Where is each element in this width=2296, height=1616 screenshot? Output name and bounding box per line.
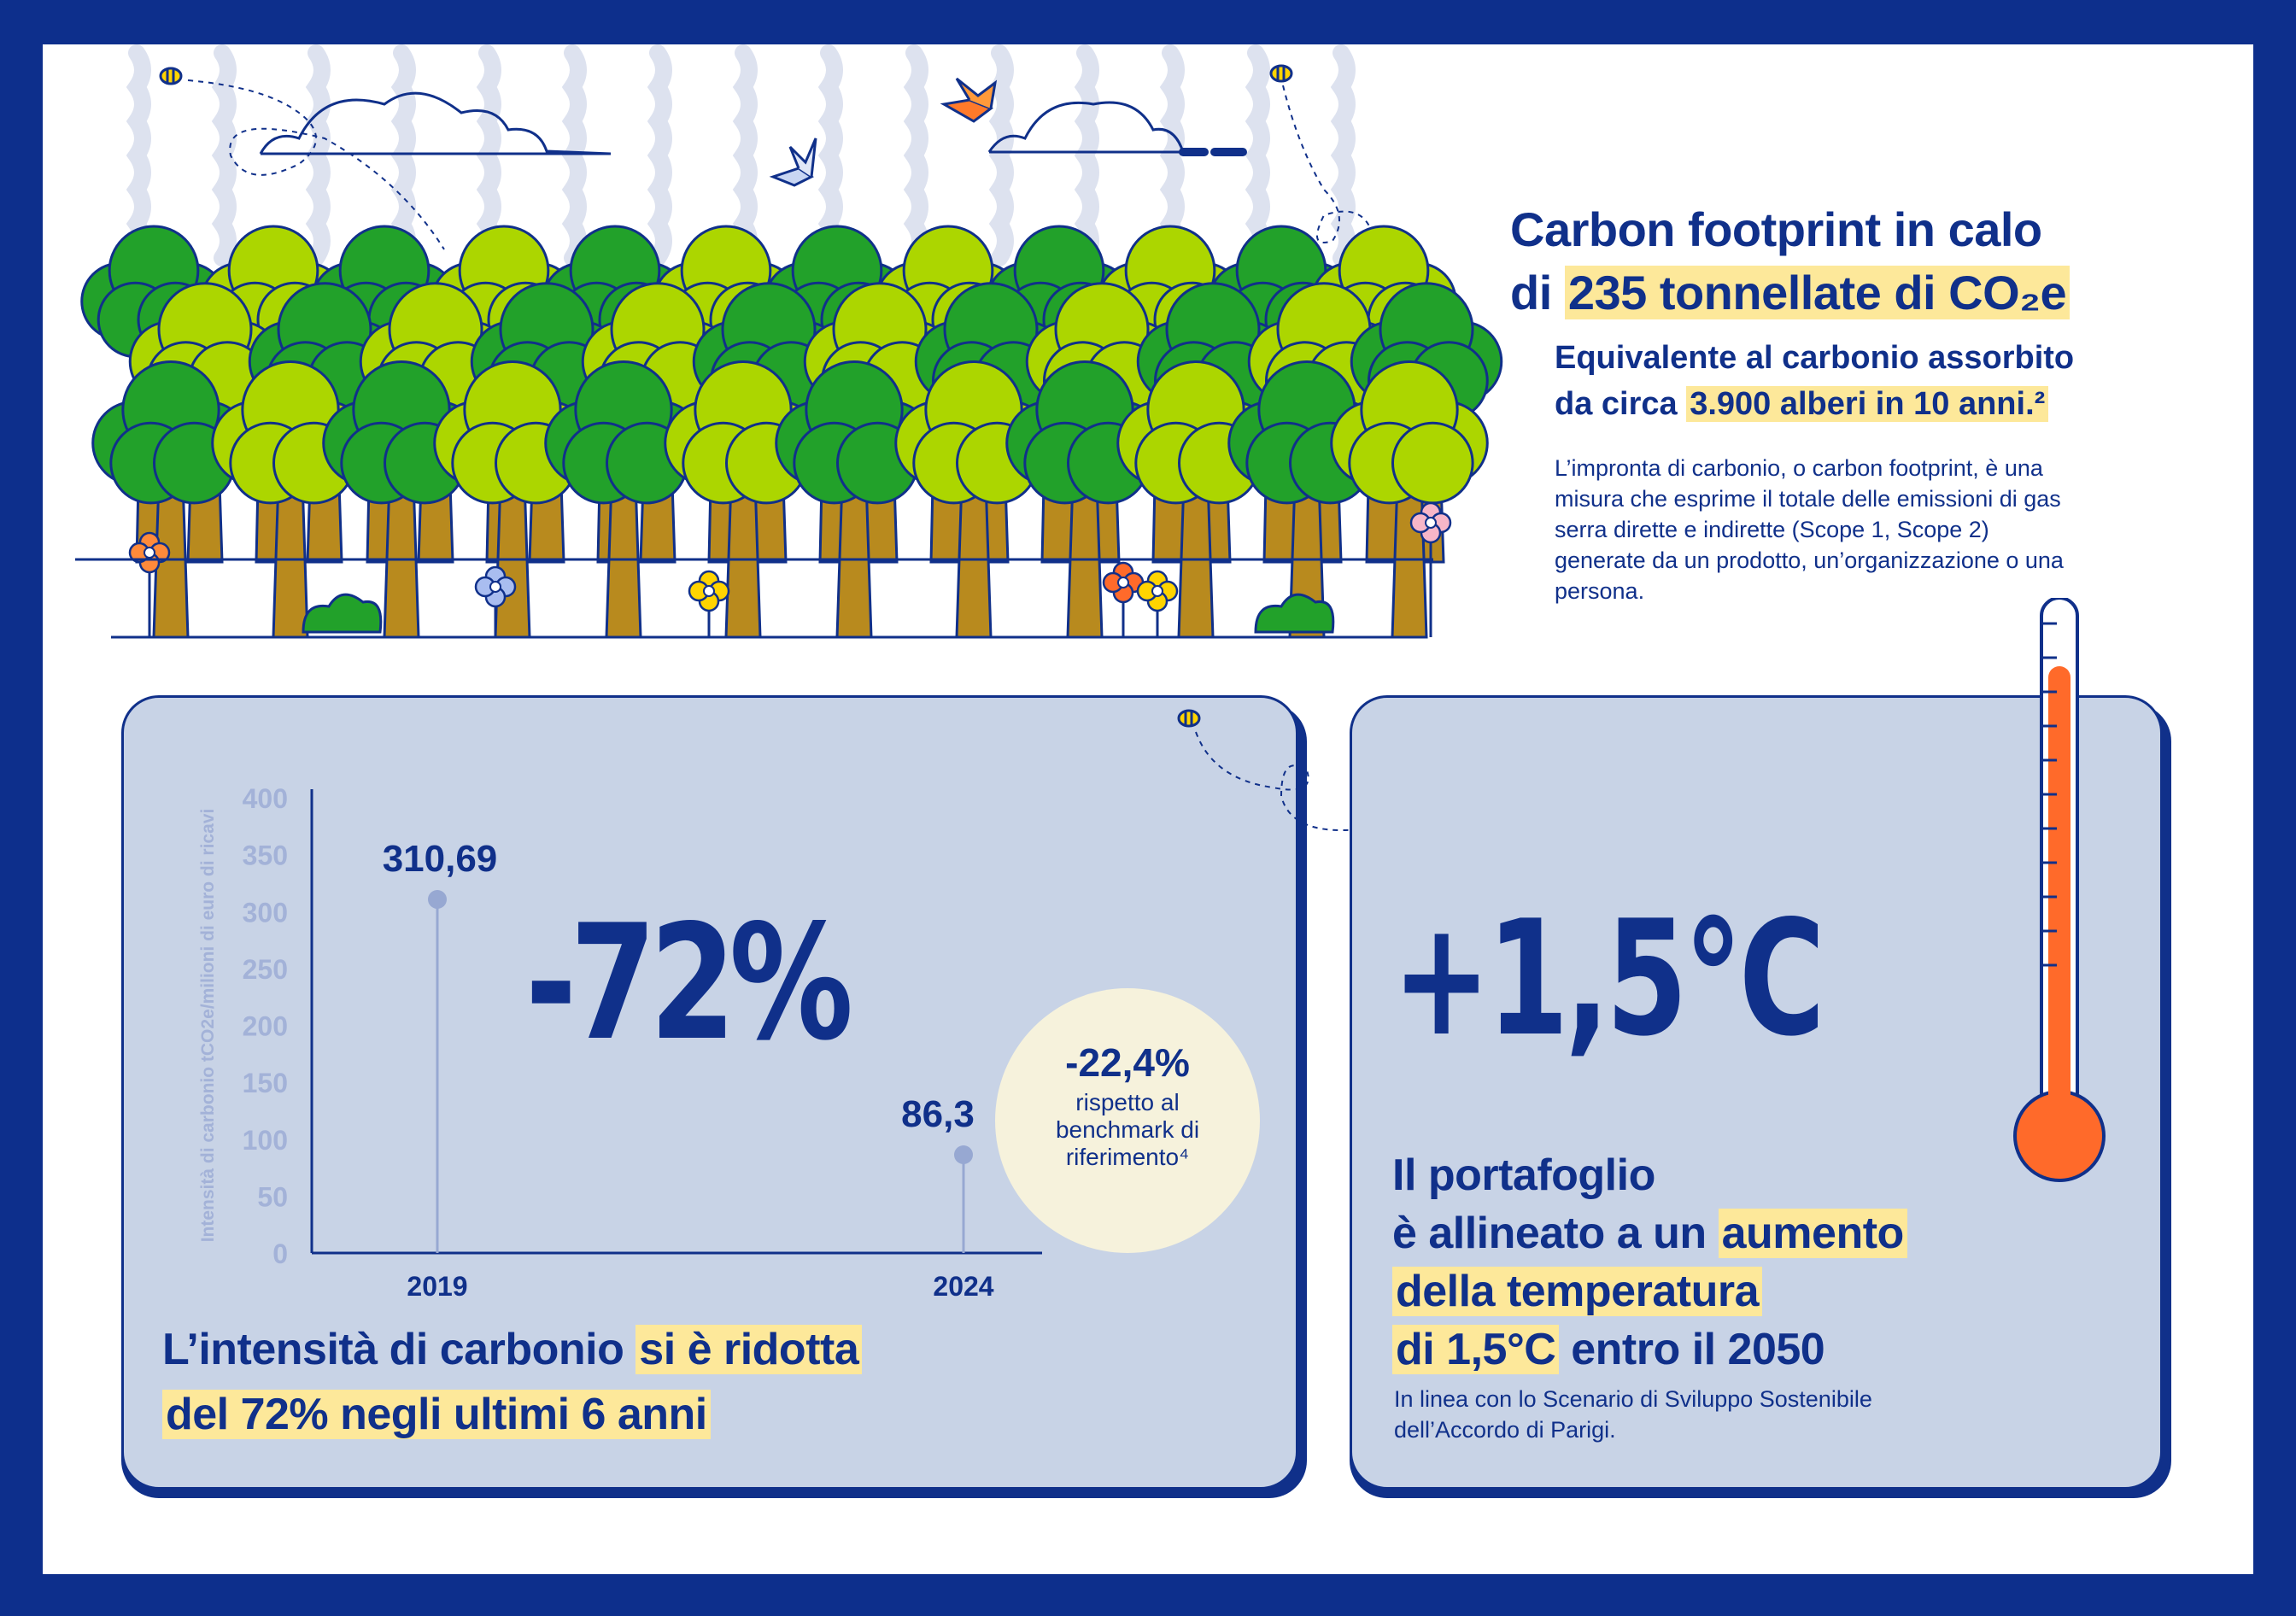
y-tick-label: 400 [242,783,288,814]
smoke-line [1256,53,1262,258]
y-axis-label: Intensità di carbonio tCO2e/milioni di euro di ricavi [198,808,218,1243]
bush-icon [303,594,381,632]
title-line-2 [1510,261,2211,325]
benchmark-circle [995,988,1260,1253]
temperature-highlight: di 1,5°C [1392,1325,1559,1374]
x-tick-label: 2019 [407,1271,468,1302]
flower-center [1118,577,1128,588]
y-tick-label: 350 [242,840,288,871]
intensity-highlight: si è ridotta [636,1325,862,1374]
intensity-headline-line-1 [162,1317,1102,1382]
page-title [1510,198,2211,325]
temperature-line-3 [1392,1262,2076,1320]
temperature-stat: +1,5°C [1392,886,1822,1071]
flower-center [1426,518,1436,528]
smoke-line [914,53,920,258]
title-highlight: 235 tonnellate di CO₂e [1565,266,2070,319]
footprint-description: L’impronta di carbonio, o carbon footprint, è una misura che esprime il totale delle emissioni di gas serra dirette e indirette (Scope 1, Scope 2) generate da un prodotto, un’organizzazione o una persona. [1555,455,2064,604]
y-tick-label: 300 [242,897,288,928]
forest-illustration [43,44,1580,728]
subheading-prefix: da circa [1555,386,1687,422]
temperature-highlight: della temperatura [1392,1267,1762,1316]
bush-shape [303,594,381,632]
temperature-line-4 [1392,1320,2076,1379]
y-tick-label: 50 [257,1181,288,1213]
subheading-line-2 [1555,381,2221,427]
bird-icon [773,138,816,185]
flower-icon [1104,563,1143,637]
temperature-line-2 [1392,1204,2076,1262]
y-tick-label: 0 [272,1238,288,1269]
intensity-headline-line-2 [162,1382,1102,1447]
cloud-icon [989,102,1243,152]
tree-crown [1393,423,1473,503]
subheading [1555,335,2221,427]
subheading-line-1: Equivalente al carbonio assorbito [1555,340,2075,376]
smoke-line [316,53,322,258]
smoke-line [401,53,407,258]
smoke-line [222,53,228,258]
flower-center [490,582,501,592]
smoke-line [572,53,578,258]
title-line-1: Carbon footprint in calo [1510,202,2042,256]
bird-icon [944,79,995,121]
intensity-highlight: del 72% negli ultimi 6 anni [162,1390,711,1439]
thermometer-icon [2004,598,2115,1196]
temperature-headline [1392,1146,2076,1379]
title-prefix: di [1510,266,1565,319]
flower-icon [689,571,729,637]
y-tick-label: 100 [242,1124,288,1156]
infographic-sheet [43,44,2253,1574]
flower-icon [1138,571,1177,637]
data-label: 310,69 [382,838,498,881]
trees [82,226,1502,637]
temperature-suffix: entro il 2050 [1559,1325,1825,1374]
temperature-line-1: Il portafoglio [1392,1151,1655,1200]
intensity-headline [162,1317,1102,1447]
data-point [428,890,447,909]
reduction-stat: -72% [525,890,847,1075]
flower-center [1152,586,1163,596]
y-tick-label: 150 [242,1068,288,1099]
x-tick-label: 2024 [933,1271,994,1302]
bee-icon [1179,711,1199,726]
benchmark-value: -22,4% [1065,1040,1190,1085]
data-point [954,1145,973,1164]
data-label: 86,3 [901,1093,975,1136]
flower-center [144,547,155,558]
temperature-highlight: aumento [1719,1209,1907,1258]
y-tick-label: 250 [242,953,288,985]
smoke-line [658,53,664,258]
flower-center [704,586,714,596]
bee-icon [1271,66,1292,81]
smoke-line [1341,53,1347,258]
smoke-line [743,53,749,258]
subheading-highlight: 3.900 alberi in 10 anni.² [1686,386,2048,422]
temperature-prefix: è allineato a un [1392,1209,1719,1258]
y-tick-label: 200 [242,1010,288,1042]
temperature-note: In linea con lo Scenario di Sviluppo Sostenibile dell’Accordo di Parigi. [1394,1386,1872,1443]
intensity-prefix: L’intensità di carbonio [162,1325,636,1374]
smoke-line [999,53,1005,258]
bee-icon [161,68,181,84]
benchmark-caption: rispetto al benchmark di riferimento⁴ [1055,1089,1200,1170]
smoke-line [1085,53,1091,258]
